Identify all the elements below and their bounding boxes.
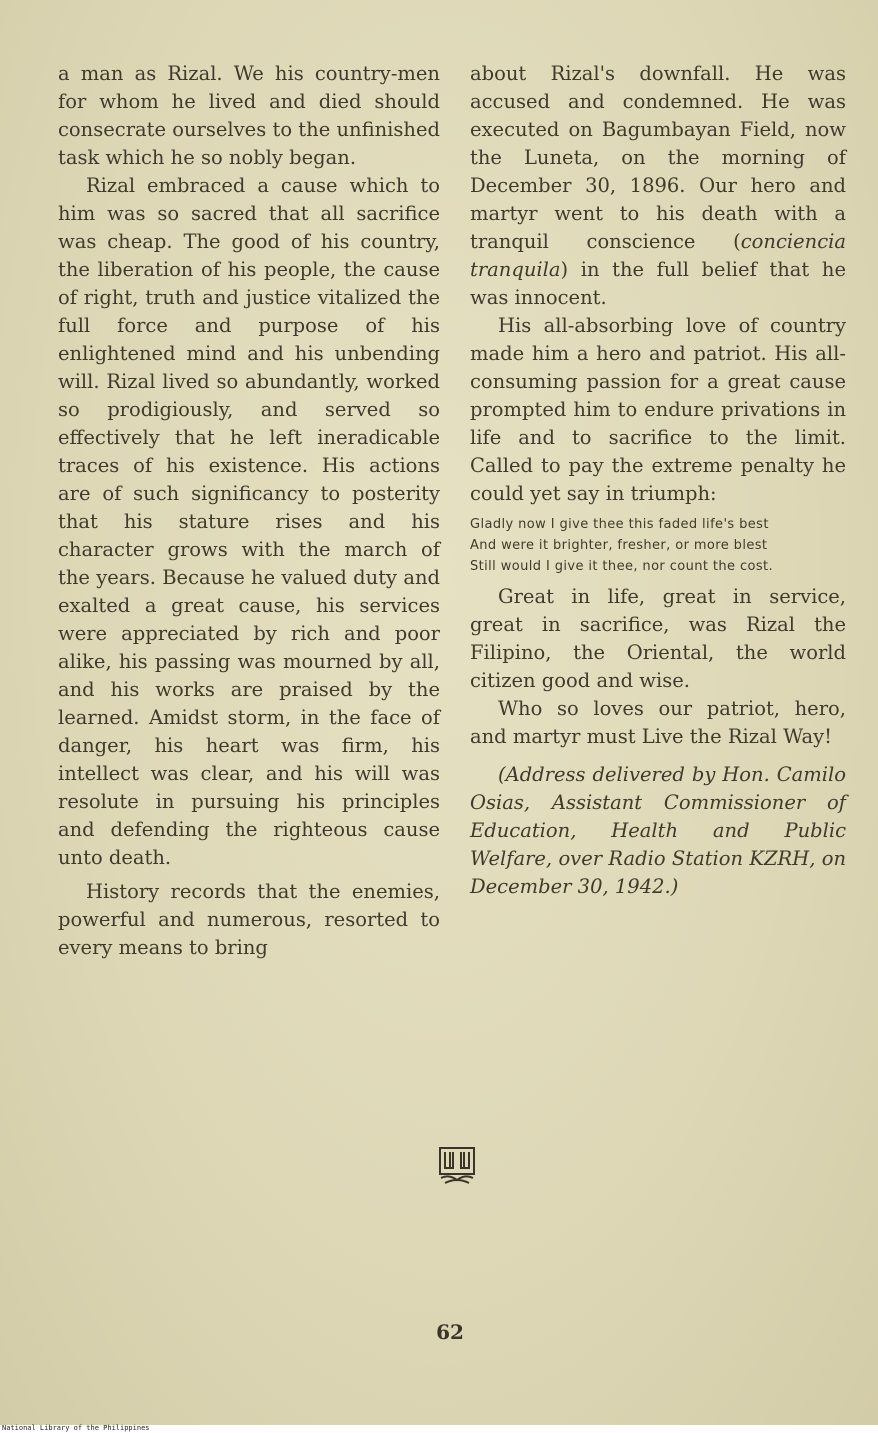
paragraph	[470, 60, 846, 312]
italic-phrase: conciencia tranquila	[470, 230, 846, 281]
paragraph: a man as Rizal. We his country-men for whom he lived and died should consecrate ourselves to the unfinished task which he so nobly began.	[58, 62, 440, 169]
publisher-monogram-icon	[437, 1146, 477, 1186]
poem-line: Still would I give it thee, nor count the cost.	[470, 559, 774, 574]
poem-line: And were it brighter, fresher, or more blest	[470, 538, 768, 553]
paragraph-text: ) in the full belief that he was innocent.	[470, 258, 846, 309]
paragraph: His all-absorbing love of country made him a hero and patriot. His all-consuming passion for a great cause prompted him to endure privations in life and to sacrifice to the limit. Called to pay the extreme penalty he could yet say in triumph:	[470, 314, 846, 505]
footer-credit: National Library of the Philippines	[2, 1424, 150, 1432]
paragraph-text: about Rizal's downfall. He was accused and condemned. He was executed on Bagumbayan Field, now the Luneta, on the morning of December 30, 1896. Our hero and martyr went to his death with a tranquil conscience (	[470, 62, 846, 253]
footer	[0, 1425, 878, 1433]
paragraph: Great in life, great in service, great in sacrifice, was Rizal the Filipino, the Oriental, the world citizen good and wise.	[470, 585, 846, 692]
poem-quote	[470, 516, 846, 575]
paragraph: Rizal embraced a cause which to him was so sacred that all sacrifice was cheap. The good of his country, the liberation of his people, the cause of right, truth and justice vitalized the full force and purpose of his enlightened mind and his unbending will. Rizal lived so abundantly, worked so prodigiously, and served so effectively that he left ineradicable traces of his existence. His actions are of such significancy to posterity that his stature rises and his character grows with the march of the years. Because he valued duty and exalted a great cause, his services were appreciated by rich and poor alike, his passing was mourned by all, and his works are praised by the learned. Amidst storm, in the face of danger, his heart was firm, his intellect was clear, and his will was resolute in pursuing his principles and defending the righteous cause unto death.	[58, 174, 440, 869]
attribution: (Address delivered by Hon. Camilo Osias, Assistant Commissioner of Education, Health and Public Welfare, over Radio Station KZRH, on December 30, 1942.)	[470, 763, 846, 898]
paragraph: Who so loves our patriot, hero, and martyr must Live the Rizal Way!	[470, 697, 846, 748]
right-column	[470, 60, 846, 901]
left-column	[58, 60, 440, 962]
paragraph: History records that the enemies, powerful and numerous, resorted to every means to bring	[58, 880, 440, 959]
poem-line: Gladly now I give thee this faded life's best	[470, 517, 769, 532]
page-number: 62	[436, 1320, 464, 1344]
